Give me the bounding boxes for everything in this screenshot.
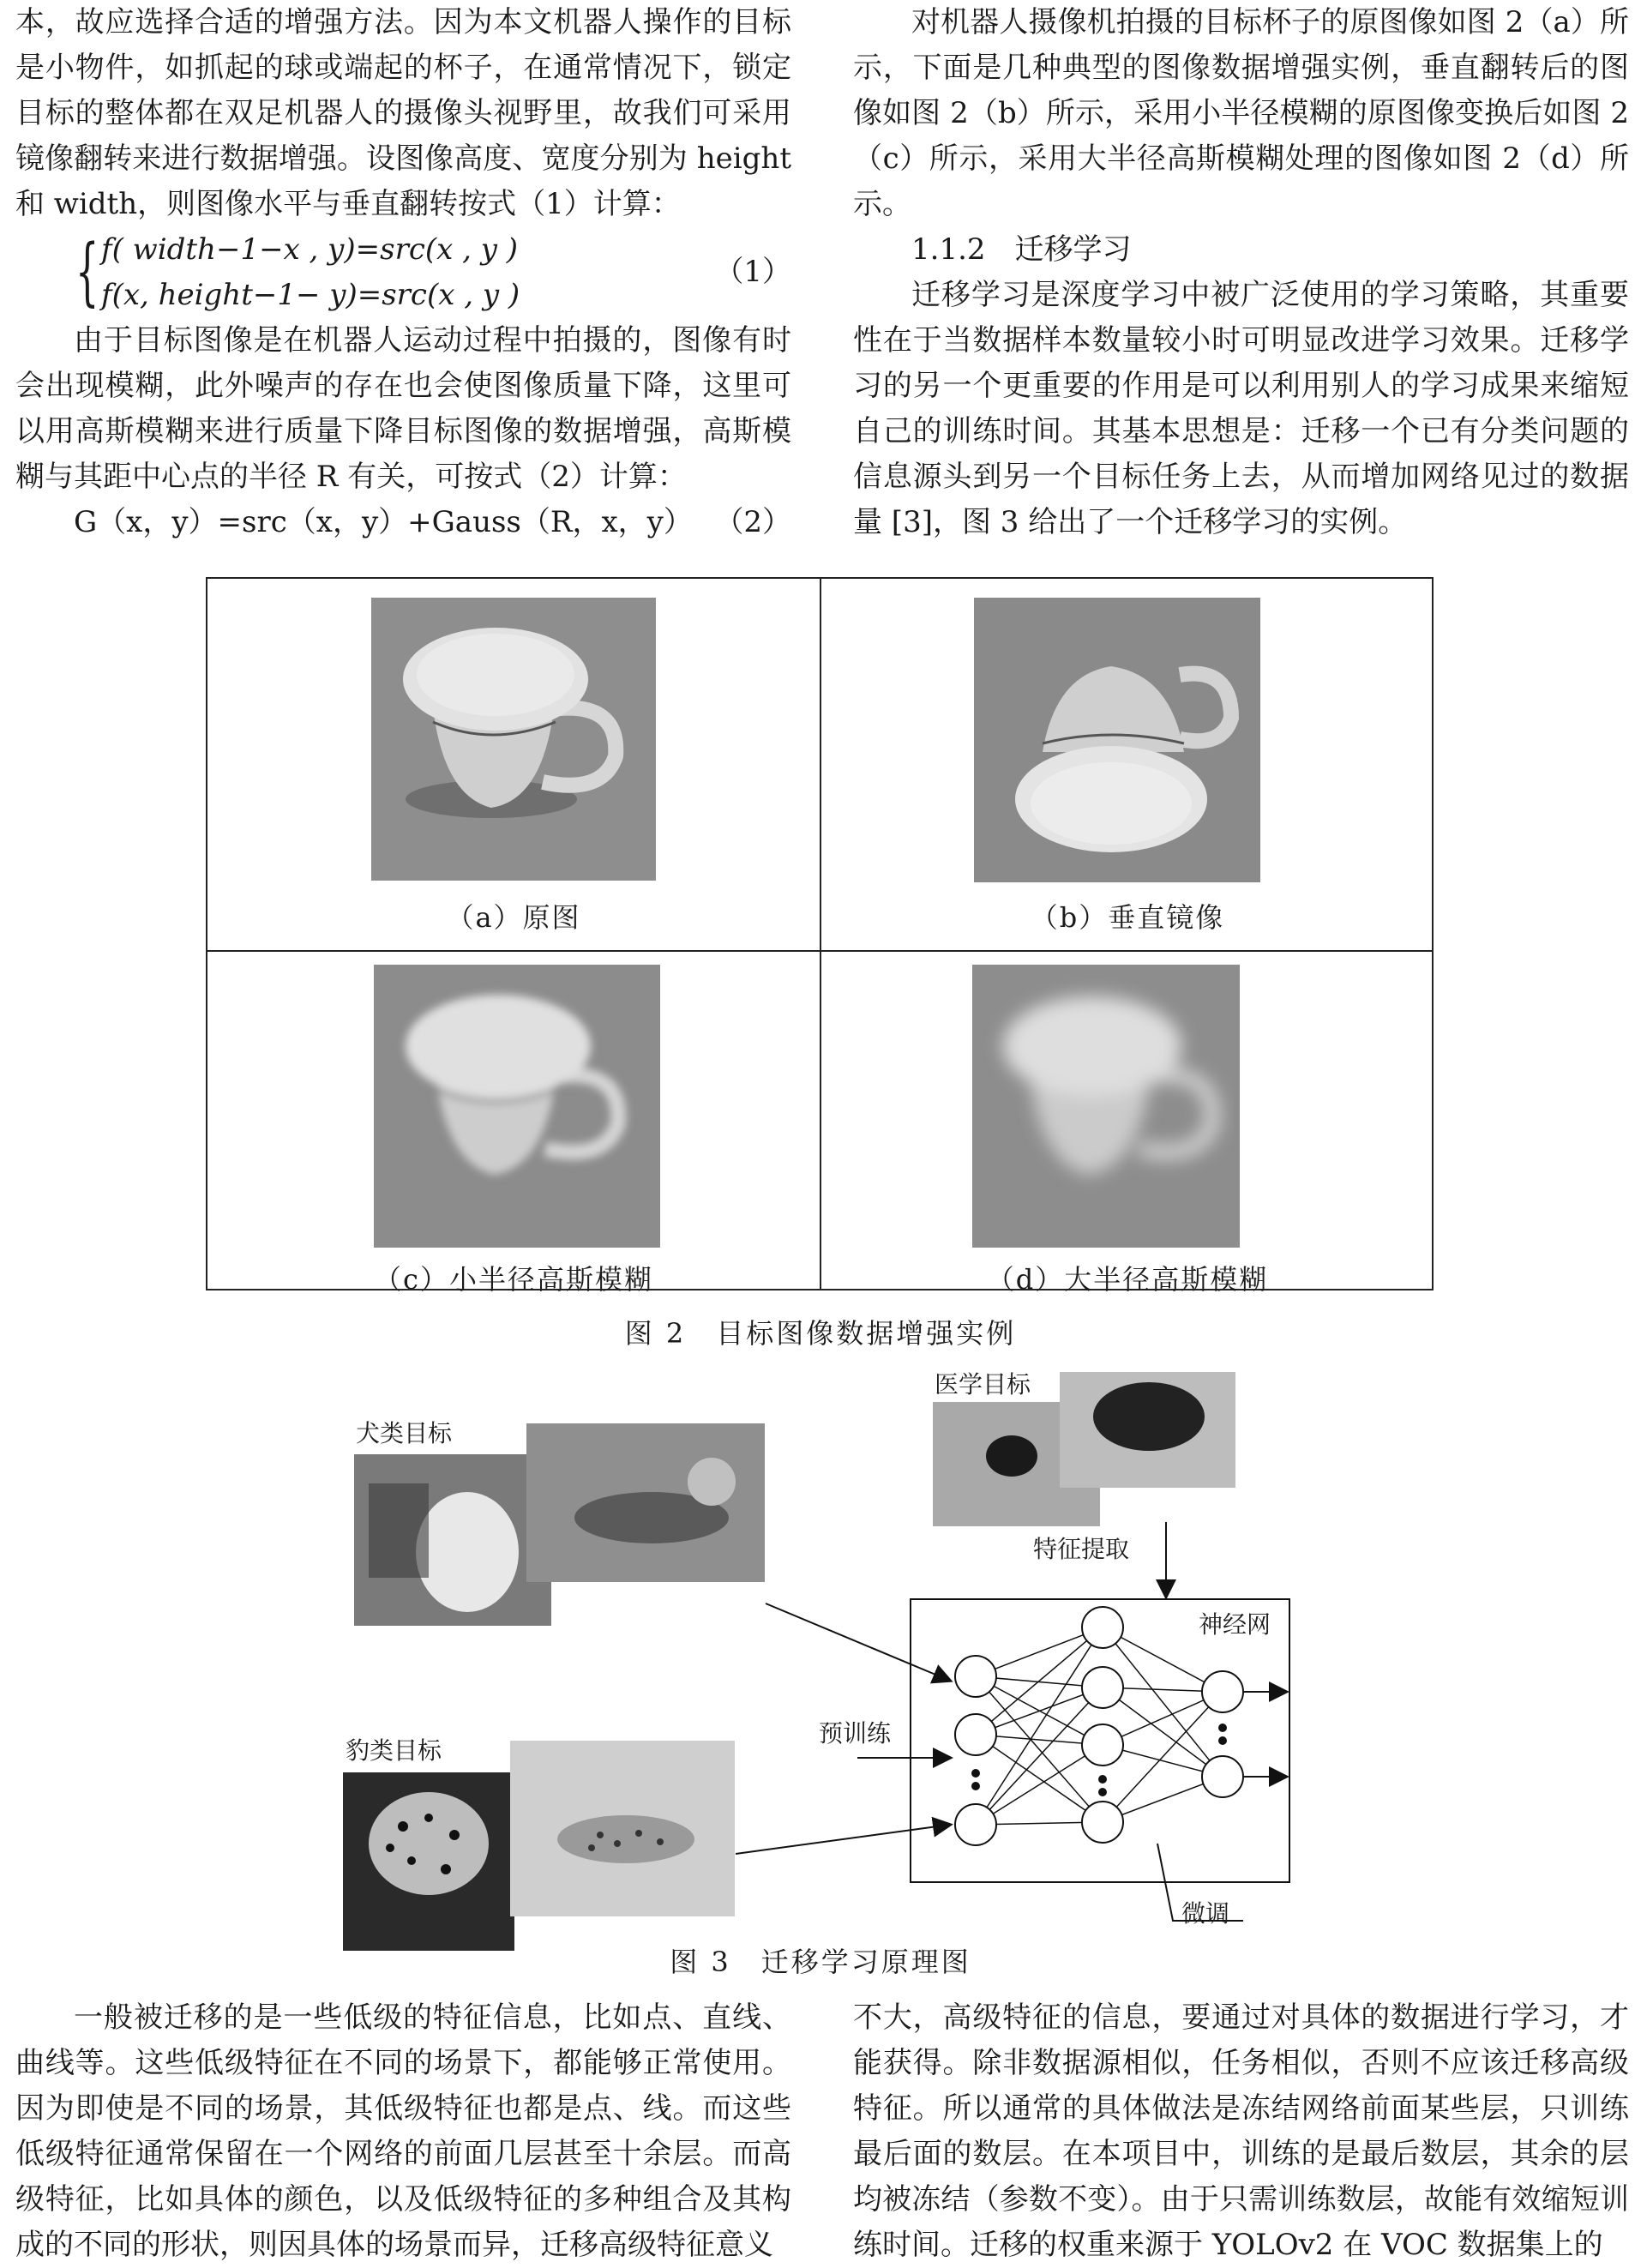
network-node <box>1082 1667 1123 1708</box>
paragraph: 由于目标图像是在机器人运动过程中拍摄的，图像有时会出现模糊，此外噪声的存在也会使图像质量下降，这里可以用高斯模糊来进行质量下降目标图像的数据增强，高斯模糊与其距中心点的半径 R 有关，可按式（2）计算： <box>15 323 791 494</box>
left-column-bottom <box>15 1995 791 2268</box>
figure-2-caption: 图 2 目标图像数据增强实例 <box>624 1317 1017 1350</box>
figure-cell-b <box>821 579 1434 950</box>
equation-line: f( width−1−x , y)=src(x , y ) <box>101 232 519 267</box>
neural-network-label: 神经网 <box>1199 1610 1271 1639</box>
paragraph: 对机器人摄像机拍摄的目标杯子的原图像如图 2（a）所示，下面是几种典型的图像数据增强实例，垂直翻转后的图像如图 2（b）所示，采用小半径模糊的原图像变换后如图 2（c）所示，采用大半径高斯模糊处理的图像如图 2（d）所示。 <box>853 5 1629 221</box>
section-heading: 1.1.2 迁移学习 <box>911 232 1132 267</box>
leopard-target-label: 豹类目标 <box>346 1736 442 1765</box>
network-node <box>955 1656 996 1697</box>
equation-1 <box>15 227 791 318</box>
paragraph: 迁移学习是深度学习中被广泛使用的学习策略，其重要性在于当数据样本数量较小时可明显改进学习效果。迁移学习的另一个更重要的作用是可以利用别人的学习成果来缩短自己的训练时间。其基本思想是：迁移一个已有分类问题的信息源头到另一个目标任务上去，从而增加网络见过的数据量 [3]，图 3 给出了一个迁移学习的实例。 <box>853 278 1629 539</box>
figure-3-caption: 图 3 迁移学习原理图 <box>670 1946 971 1978</box>
figure-label: （a）原图 <box>446 901 581 934</box>
feature-extraction-label: 特征提取 <box>1033 1535 1130 1563</box>
right-column-top <box>853 0 1629 545</box>
left-column-top <box>15 0 791 545</box>
network-node <box>955 1714 996 1755</box>
medical-target-label: 医学目标 <box>935 1370 1031 1399</box>
network-node <box>1082 1607 1123 1648</box>
pretrain-label: 预训练 <box>819 1719 892 1748</box>
equation-brace: { <box>75 229 99 315</box>
figure-label: （b）垂直镜像 <box>1030 901 1225 934</box>
equation-line: f(x, height−1− y)=src(x , y ) <box>101 278 520 312</box>
paragraph: 不大，高级特征的信息，要通过对具体的数据进行学习，才能获得。除非数据源相似，任务相似，否则不应该迁移高级特征。所以通常的具体做法是冻结网络前面某些层，只训练最后面的数层。在本项目中，训练的是最后数层，其余的层均被冻结（参数不变）。由于只需训练数层，故能有效缩短训练时间。迁移的权重来源于 YOLOv2 在 VOC 数据集上的 <box>853 2000 1629 2262</box>
cup-large-blur-image <box>972 965 1240 1248</box>
transfer-learning-diagram <box>0 1355 1641 1955</box>
figure-3 <box>0 1355 1641 1955</box>
paragraph: 本，故应选择合适的增强方法。因为本文机器人操作的目标是小物件，如抓起的球或端起的杯子，在通常情况下，锁定目标的整体都在双足机器人的摄像头视野里，故我们可采用镜像翻转来进行数据增强。设图像高度、宽度分别为 height 和 width，则图像水平与垂直翻转按式（1）计算： <box>15 5 791 221</box>
figure-cell-d <box>821 952 1434 1296</box>
figure-label: （c）小半径高斯模糊 <box>374 1263 653 1296</box>
paragraph: 一般被迁移的是一些低级的特征信息，比如点、直线、曲线等。这些低级特征在不同的场景下，都能够正常使用。因为即使是不同的场景，其低级特征也都是点、线。而这些低级特征通常保留在一个网络的前面几层甚至十余层。而高级特征，比如具体的颜色，以及低级特征的多种组合及其构成的不同的形状，则因具体的场景而异，迁移高级特征意义 <box>15 2000 791 2262</box>
finetune-label: 微调 <box>1181 1899 1230 1928</box>
figure-cell-a <box>207 579 820 950</box>
cup-vertical-mirror-image <box>974 598 1260 882</box>
cup-original-image <box>371 598 656 881</box>
network-node <box>1082 1724 1123 1766</box>
dog-target-label: 犬类目标 <box>356 1419 453 1447</box>
cup-small-blur-image <box>374 965 660 1248</box>
network-node <box>955 1804 996 1845</box>
network-node <box>1202 1756 1243 1797</box>
figure-2-grid <box>206 577 1434 1296</box>
figure-cell-c <box>207 952 820 1296</box>
network-node <box>1202 1671 1243 1712</box>
equation-number: （1） <box>714 255 791 289</box>
equation-number: （2） <box>714 505 791 539</box>
equation-text: G（x，y）=src（x，y）+Gauss（R，x，y） <box>74 505 693 539</box>
right-column-bottom <box>853 1995 1629 2268</box>
figure-label: （d）大半径高斯模糊 <box>986 1263 1269 1296</box>
equation-2 <box>15 500 791 545</box>
network-node <box>1082 1802 1123 1843</box>
